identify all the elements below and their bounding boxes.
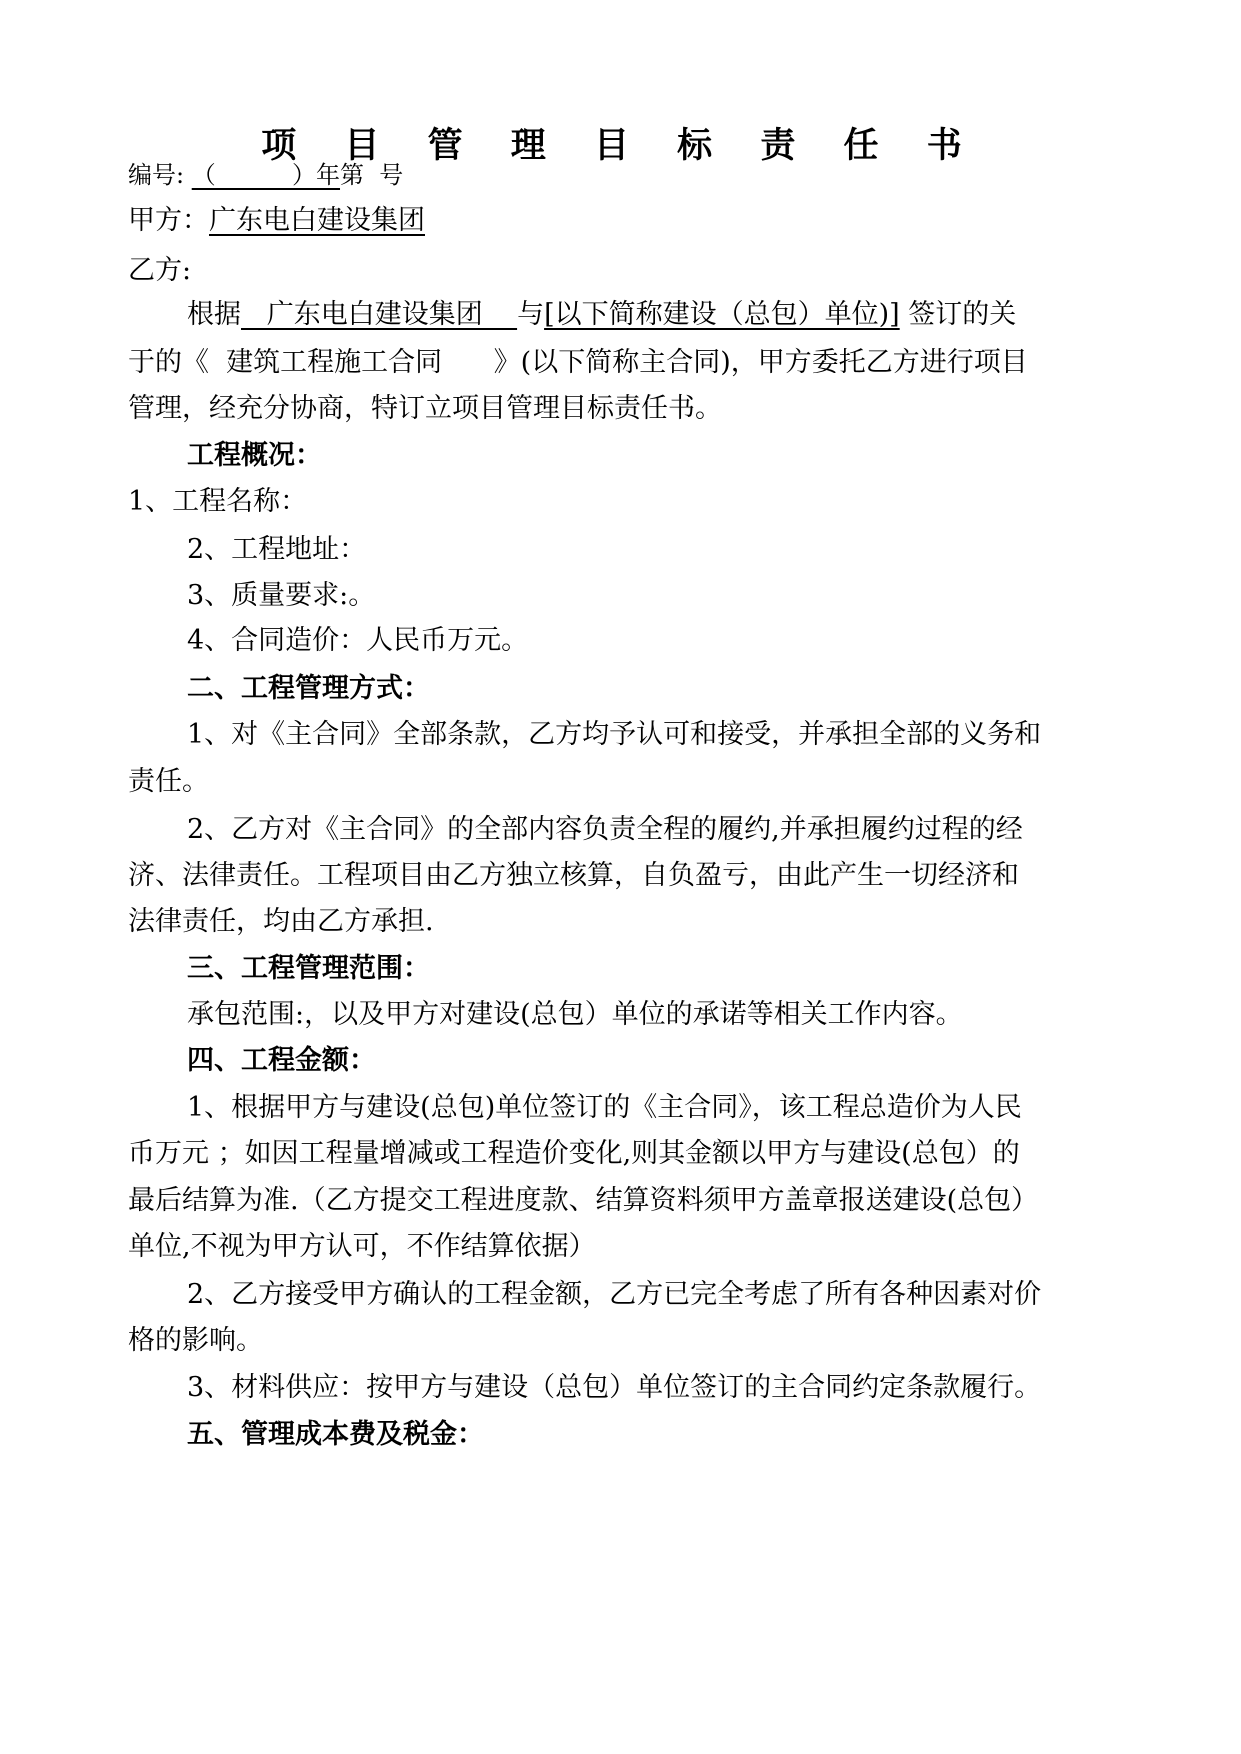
section-4-heading: 四、工程金额： — [187, 1045, 376, 1076]
serial-field: （ ）年 — [191, 161, 341, 189]
section-4-para-1-line-3: 最后结算为准.（乙方提交工程进度款、结算资料须甲方盖章报送建设(总包） — [128, 1185, 1039, 1216]
serial-number-line — [128, 163, 1113, 187]
serial-suffix: 第 号 — [340, 161, 404, 189]
contract-price-item: 4、合同造价：人民币万元。 — [187, 625, 529, 656]
section-2-para-2-line-3: 法律责任，均由乙方承担. — [128, 906, 434, 937]
project-name-item: 1、工程名称： — [128, 486, 308, 517]
section-5-heading: 五、管理成本费及税金： — [187, 1419, 484, 1450]
section-4-para-1-line-4: 单位,不视为甲方认可，不作结算依据） — [128, 1231, 596, 1262]
party-a-name: 广东电白建设集团 — [209, 205, 425, 236]
section-4-para-1-line-1: 1、根据甲方与建设(总包)单位签订的《主合同》，该工程总造价为人民 — [187, 1092, 1022, 1123]
document-title: 项 目 管 理 目 标 责 任 书 — [261, 126, 980, 166]
section-4-para-1-line-2: 币万元 ；如因工程量增减或工程造价变化,则其金额以甲方与建设(总包）的 — [128, 1138, 1020, 1169]
intro-line-1 — [128, 301, 1172, 328]
party-a-line — [128, 207, 1113, 234]
party-b-label: 乙方: — [128, 255, 192, 286]
quality-requirement-item: 3、质量要求:。 — [187, 580, 376, 611]
section-4-para-3: 3、材料供应：按甲方与建设（总包）单位签订的主合同约定条款履行。 — [187, 1372, 1042, 1403]
section-2-para-1-line-1: 1、对《主合同》全部条款，乙方均予认可和接受，并承担全部的义务和 — [187, 719, 1042, 750]
section-2-para-1-line-2: 责任。 — [128, 766, 209, 797]
section-1-heading: 工程概况： — [187, 440, 322, 471]
intro-line-3: 管理，经充分协商，特订立项目管理目标责任书。 — [128, 393, 722, 424]
section-4-para-2-line-2: 格的影响。 — [128, 1325, 263, 1356]
intro-party-placeholder: [以下简称建设（总包）单位)] — [544, 299, 900, 330]
section-2-para-2-line-1: 2、乙方对《主合同》的全部内容负责全程的履约,并承担履约过程的经 — [187, 814, 1023, 845]
party-b-line — [128, 257, 1113, 284]
section-2-para-2-line-2: 济、法律责任。工程项目由乙方独立核算，自负盈亏，由此产生一切经济和 — [128, 860, 1019, 891]
intro-text: 签订的关 — [899, 299, 1017, 330]
serial-label: 编号: — [128, 161, 192, 189]
project-address-item: 2、工程地址： — [187, 534, 367, 565]
section-3-para-1: 承包范围:，以及甲方对建设(总包）单位的承诺等相关工作内容。 — [187, 999, 963, 1030]
intro-party-a-name: 广东电白建设集团 — [241, 299, 518, 330]
section-4-para-2-line-1: 2、乙方接受甲方确认的工程金额，乙方已完全考虑了所有各种因素对价 — [187, 1279, 1042, 1310]
section-2-heading: 二、工程管理方式： — [187, 673, 430, 704]
intro-text: 与 — [517, 299, 545, 330]
intro-line-2: 于的《 建筑工程施工合同 》(以下简称主合同)，甲方委托乙方进行项目 — [128, 347, 1028, 378]
intro-text: 根据 — [187, 299, 241, 330]
section-3-heading: 三、工程管理范围： — [187, 953, 430, 984]
party-a-label: 甲方： — [128, 205, 209, 236]
